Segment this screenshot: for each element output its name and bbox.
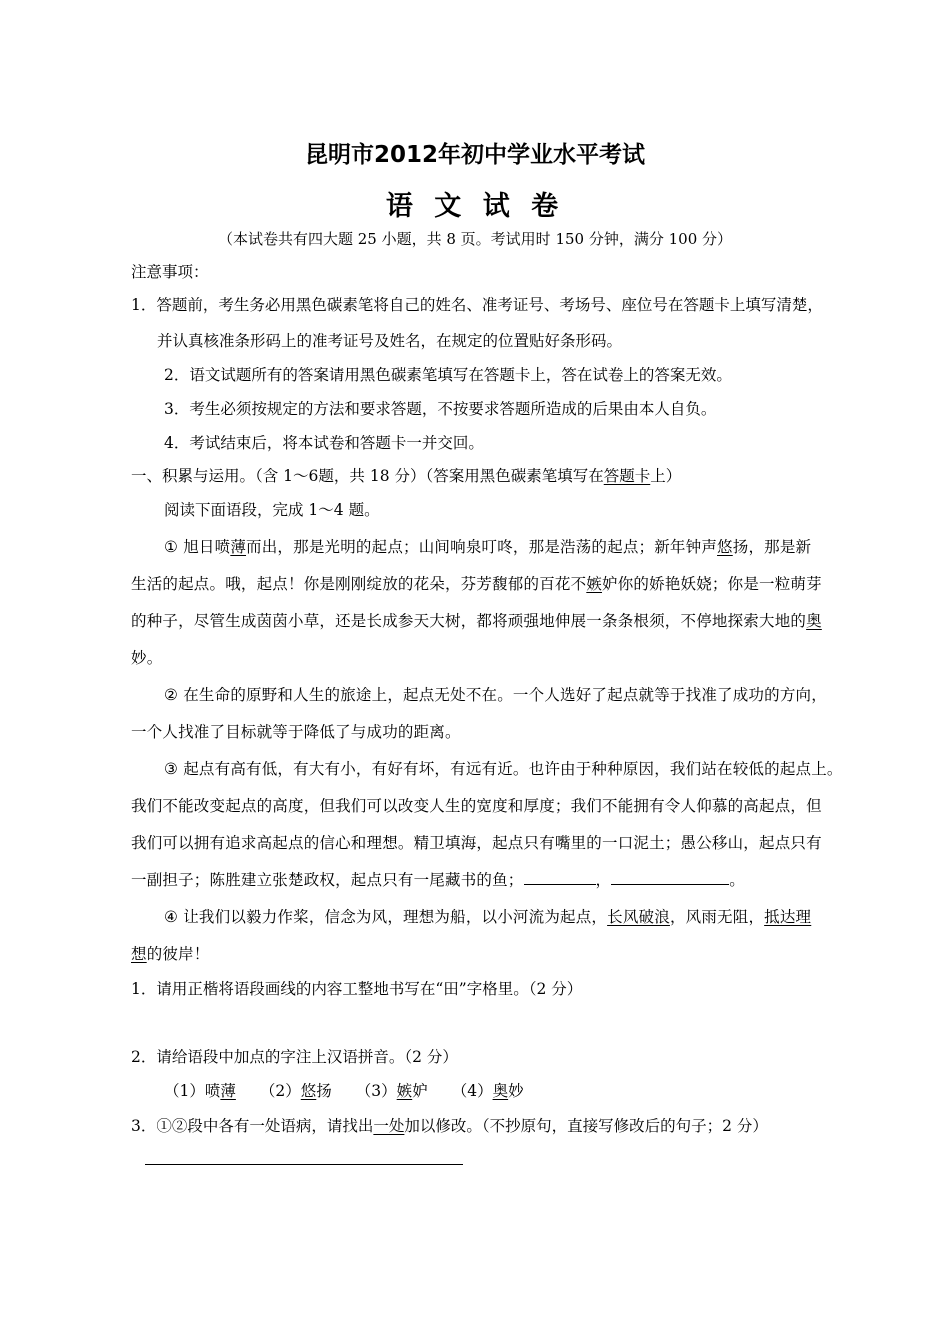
- exam-note: （本试卷共有四大题 25 小题，共 8 页。考试用时 150 分钟，满分 100 分）: [217, 230, 733, 248]
- notice-heading: 注意事项：: [131, 263, 209, 281]
- answer-blank-1[interactable]: [524, 870, 596, 885]
- passage-p2-line-1: ② 在生命的原野和人生的旅途上，起点无处不在。一个人选好了起点就等于找准了成功的方向，: [164, 686, 827, 704]
- notice-item-4: 4．考试结束后，将本试卷和答题卡一并交回。: [164, 434, 484, 452]
- passage-p1-line-1: ① 旭日喷薄而出，那是光明的起点；山间响泉叮咚，那是浩荡的起点；新年钟声悠扬，那是新: [164, 538, 812, 556]
- question-1: 1．请用正楷将语段画线的内容工整地书写在“田”字格里。（2 分）: [131, 980, 583, 998]
- passage-p3-line-3: 我们可以拥有追求高起点的信心和理想。精卫填海，起点只有嘴里的一口泥土；愚公移山，起点只有: [131, 834, 822, 852]
- exam-title: 昆明市2012年初中学业水平考试: [304, 142, 645, 168]
- answer-line[interactable]: [145, 1164, 463, 1165]
- passage-p4-line-1: ④ 让我们以毅力作桨，信念为风，理想为船，以小河流为起点，长风破浪，风雨无阻，抵达理: [164, 908, 812, 926]
- exam-subtitle: 语 文 试 卷: [385, 191, 565, 222]
- passage-p3-line-1: ③ 起点有高有低，有大有小，有好有坏，有远有近。也许由于种种原因，我们站在较低的起点上。: [164, 760, 843, 778]
- notice-item-3: 3．考生必须按规定的方法和要求答题，不按要求答题所造成的后果由本人自负。: [164, 400, 717, 418]
- notice-item-1-cont: 并认真核准条形码上的准考证号及姓名，在规定的位置贴好条形码。: [157, 332, 623, 350]
- passage-p4-line-2: 想的彼岸！: [131, 945, 210, 963]
- passage-p1-line-4: 妙。: [131, 649, 163, 667]
- passage-p1-line-2: 生活的起点。哦，起点！你是刚刚绽放的花朵，芬芳馥郁的百花不嫉妒你的娇艳妖娆；你是一粒萌芽: [131, 575, 822, 593]
- question-3: 3．①②段中各有一处语病，请找出一处加以修改。（不抄原句，直接写修改后的句子；2 分）: [131, 1117, 768, 1135]
- notice-item-1: 1．答题前，考生务必用黑色碳素笔将自己的姓名、准考证号、考场号、座位号在答题卡上填写清楚，: [131, 296, 823, 314]
- notice-item-2: 2．语文试题所有的答案请用黑色碳素笔填写在答题卡上，答在试卷上的答案无效。: [164, 366, 732, 384]
- passage-p3-line-4: 一副担子；陈胜建立张楚政权，起点只有一尾藏书的鱼； ， 。: [131, 871, 745, 889]
- passage-p2-line-2: 一个人找准了目标就等于降低了与成功的距离。: [131, 723, 461, 741]
- answer-blank-2[interactable]: [611, 870, 729, 885]
- question-2: 2．请给语段中加点的字注上汉语拼音。（2 分）: [131, 1048, 458, 1066]
- passage-p3-line-2: 我们不能改变起点的高度，但我们可以改变人生的宽度和厚度；我们不能拥有令人仰慕的高起点，但: [131, 797, 822, 815]
- section-1-instruction: 阅读下面语段，完成 1～4 题。: [164, 501, 380, 519]
- question-2-options: （1）喷薄 （2）悠扬 （3）嫉妒 （4）奥妙: [164, 1082, 524, 1100]
- passage-p1-line-3: 的种子，尽管生成茵茵小草，还是长成参天大树，都将顽强地伸展一条条根须，不停地探索大地的奥: [131, 612, 822, 630]
- section-1-heading: 一、积累与运用。（含 1～6题，共 18 分）（答案用黑色碳素笔填写在答题卡上）: [131, 467, 682, 485]
